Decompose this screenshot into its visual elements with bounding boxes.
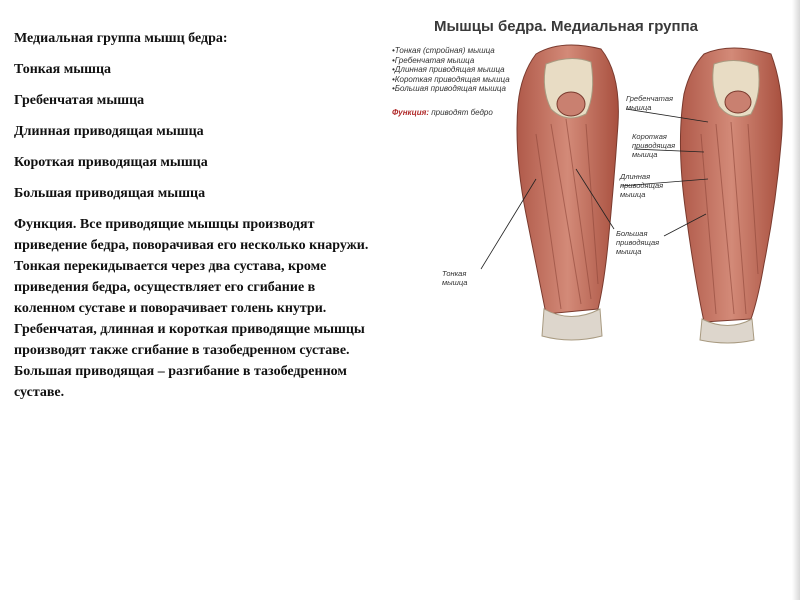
label-pectineus: Гребенчатая мышца (626, 94, 674, 112)
figure-title: Мышцы бедра. Медиальная группа (434, 18, 698, 35)
list-item: Большая приводящая мышца (14, 186, 206, 201)
function-label: Функция: (392, 107, 430, 117)
legend-item: •Короткая приводящая мышца (392, 74, 510, 84)
function-paragraph: Функция. Все приводящие мышцы производят приведение бедра, поворачивая его несколько кнаружи. Тонкая перекидывается через два сустава, кроме приведения бедра, осуществляет его сгибание в коленном суставе и поворачивает голень кнутри. Гребенчатая, длинная и короткая приводящие мышцы производят также сгибание в тазобедренном суставе. Большая приводящая – разгибание в тазобедренном суставе. (14, 217, 369, 400)
legend-item: •Большая приводящая мышца (392, 84, 506, 93)
list-item: Длинная приводящая мышца (14, 124, 204, 139)
legend-item: •Тонкая (стройная) мышца (392, 46, 495, 55)
legend-item: •Гребенчатая мышца (392, 55, 475, 65)
legend-function (392, 108, 512, 118)
list-item: Короткая приводящая мышца (14, 155, 208, 170)
label-adductor-longus: Длинная приводящая мышца (620, 172, 664, 199)
list-item: Гребенчатая мышца (14, 93, 145, 108)
page-edge-shadow (792, 0, 800, 600)
label-thin-muscle: Тонкая мышца (442, 269, 468, 287)
text-column (14, 28, 374, 403)
anatomy-figure (386, 14, 790, 344)
function-value: приводят бедро (431, 107, 493, 117)
label-adductor-brevis: Короткая приводящая мышца (632, 132, 676, 159)
label-adductor-magnus: Большая приводящая мышца (616, 229, 660, 256)
figure-legend (392, 46, 512, 117)
list-item: Тонкая мышца (14, 62, 112, 77)
legend-item: •Длинная приводящая мышца (392, 65, 505, 74)
section-heading: Медиальная группа мышц бедра: (14, 31, 228, 46)
